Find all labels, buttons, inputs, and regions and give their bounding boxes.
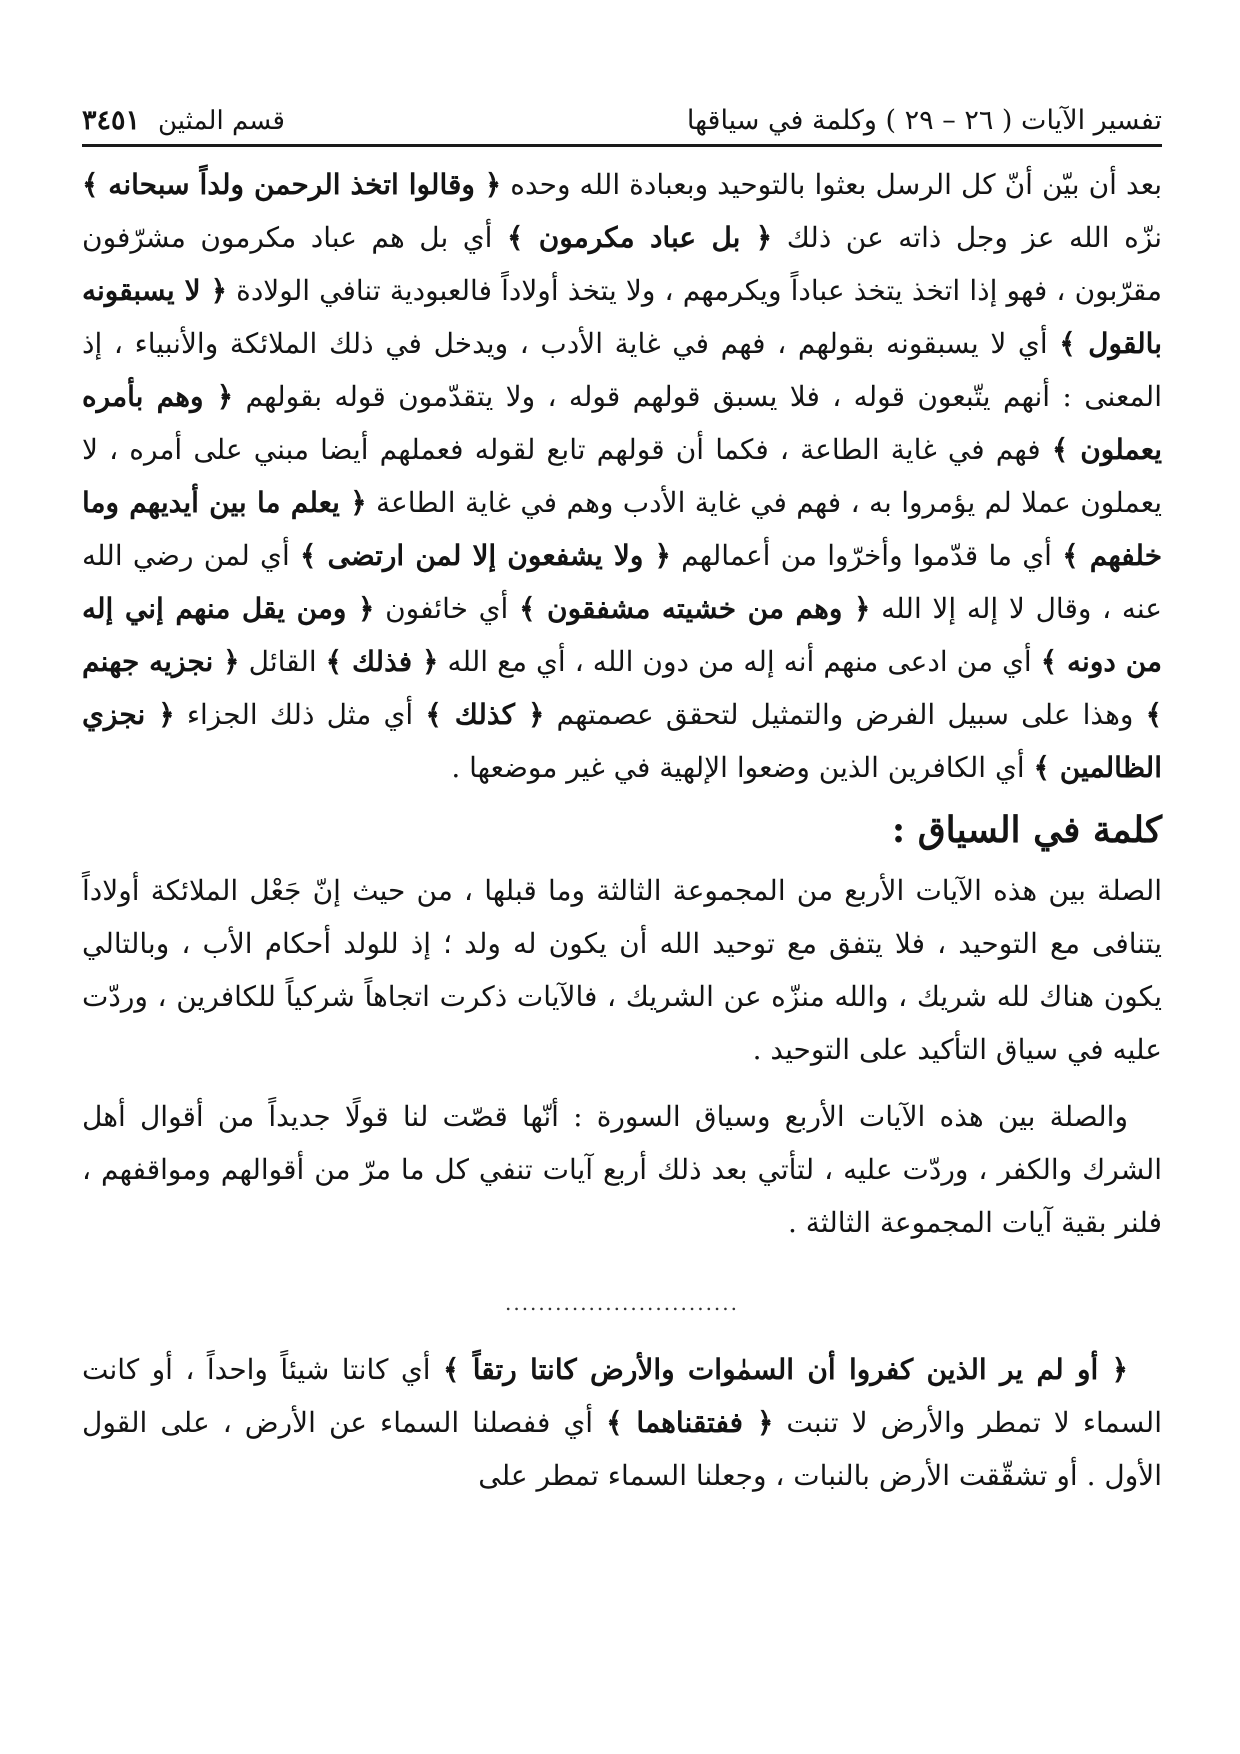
commentary-text: أي لمن رضي الله عنه ، وقال لا إله إلا الله <box>82 539 1162 625</box>
section-name: قسم المثين <box>158 106 285 136</box>
commentary-text: وهذا على سبيل الفرض والتمثيل لتحقق عصمتهم <box>544 698 1146 731</box>
commentary-text: أي كانتا شيئاً واحداً ، أو كانت السماء لا تمطر والأرض لا تنبت <box>82 1353 1162 1439</box>
commentary-text: أي مثل ذلك الجزاء <box>174 698 426 731</box>
context-paragraph-1: الصلة بين هذه الآيات الأربع من المجموعة الثالثة وما قبلها ، من حيث إنّ جَعْل الملائكة أولاداً يتنافى مع التوحيد ، فلا يتفق مع توحيد الله أن يكون له ولد ؛ إذ للولد أحكام الأب ، وبالتالي يكون هناك لله شريك ، والله منزّه عن الشريك ، فالآيات ذكرت اتجاهاً شركياً للكافرين ، وردّت عليه في سياق التأكيد على التوحيد . <box>82 874 1162 1066</box>
commentary-text: فهم في غاية الطاعة ، فكما أن قولهم تابع لقوله فعملهم أيضا مبني على أمره ، لا يعملون عملا لم يؤمروا به ، فهم في غاية الأدب وهم في غاية الطاعة <box>82 433 1162 519</box>
commentary-text: أي خائفون <box>374 592 520 625</box>
next-verse-paragraph <box>82 1343 1162 1502</box>
verse-quote: ﴿ فذلك ﴾ <box>325 645 439 678</box>
context-paragraph-2: والصلة بين هذه الآيات الأربع وسياق السورة : أنّها قصّت لنا قولًا جديداً من أقوال أهل الشرك والكفر ، وردّت عليه ، لتأتي بعد ذلك أربع آيات تنفي كل ما مرّ من أقوالهم ومواقفهم ، فلنر بقية آيات المجموعة الثالثة . <box>82 1100 1162 1239</box>
commentary-text: أي بل هم عباد مكرمون مشرّفون مقرّبون ، فهو إذا اتخذ يتخذ عباداً ويكرمهم ، ولا يتخذ أولاداً فالعبودية تنافي الولادة <box>82 221 1162 307</box>
page-body <box>82 158 1162 1502</box>
verse-quote: ﴿ نجزيه جهنم ﴾ <box>82 645 1162 731</box>
header-left <box>82 105 285 136</box>
running-title: تفسير الآيات ( ٢٦ – ٢٩ ) وكلمة في سياقها <box>686 105 1162 136</box>
commentary-text: بعد أن بيّن أنّ كل الرسل بعثوا بالتوحيد وبعبادة الله وحده <box>501 168 1162 201</box>
verse-quote: ﴿ أو لم ير الذين كفروا أن السمٰوات والأرض كانتا رتقاً ﴾ <box>443 1353 1128 1386</box>
page-header <box>82 80 1162 136</box>
verse-quote: ﴿ لا يسبقونه بالقول ﴾ <box>82 274 1162 360</box>
verse-quote: ﴿ وهم بأمره يعملون ﴾ <box>82 380 1162 466</box>
verse-quote: ﴿ ولا يشفعون إلا لمن ارتضى ﴾ <box>299 539 671 572</box>
commentary-text: أي الكافرين الذين وضعوا الإلهية في غير موضعها . <box>451 751 1034 784</box>
verse-quote: ﴿ ففتقناهما ﴾ <box>606 1406 774 1439</box>
commentary-text: أي من ادعى منهم أنه إله من دون الله ، أي مع الله <box>438 645 1041 678</box>
dotted-separator: ............................ <box>504 1291 739 1315</box>
commentary-text: نزّه الله عز وجل ذاته عن ذلك <box>772 221 1162 254</box>
commentary-text: أي ففصلنا السماء عن الأرض ، على القول الأول . أو تشقّقت الأرض بالنبات ، وجعلنا السماء تمطر على <box>82 1406 1162 1492</box>
verse-quote: ﴿ بل عباد مكرمون ﴾ <box>506 221 773 254</box>
header-rule <box>82 144 1162 147</box>
tafsir-paragraph <box>82 158 1162 794</box>
verse-quote: ﴿ نجزي الظالمين ﴾ <box>82 698 1162 784</box>
section-heading: كلمة في السياق : <box>891 809 1162 851</box>
verse-quote: ﴿ يعلم ما بين أيديهم وما خلفهم ﴾ <box>82 486 1162 572</box>
commentary-text: أي لا يسبقونه بقولهم ، فهم في غاية الأدب ، ويدخل في ذلك الملائكة والأنبياء ، إذ المعنى : أنهم يتّبعون قوله ، فلا يسبق قولهم قوله ، ولا يتقدّمون قوله بقولهم <box>82 327 1162 413</box>
verse-quote: ﴿ وهم من خشيته مشفقون ﴾ <box>519 592 871 625</box>
book-page <box>82 60 1162 1720</box>
verse-quote: ﴿ ومن يقل منهم إني إله من دونه ﴾ <box>82 592 1163 678</box>
verse-quote: ﴿ كذلك ﴾ <box>425 698 545 731</box>
page-number: ٣٤٥١ <box>82 105 141 136</box>
commentary-text: القائل <box>239 645 326 678</box>
commentary-text: أي ما قدّموا وأخرّوا من أعمالهم <box>670 539 1063 572</box>
verse-quote: ﴿ وقالوا اتخذ الرحمن ولداً سبحانه ﴾ <box>82 168 502 201</box>
